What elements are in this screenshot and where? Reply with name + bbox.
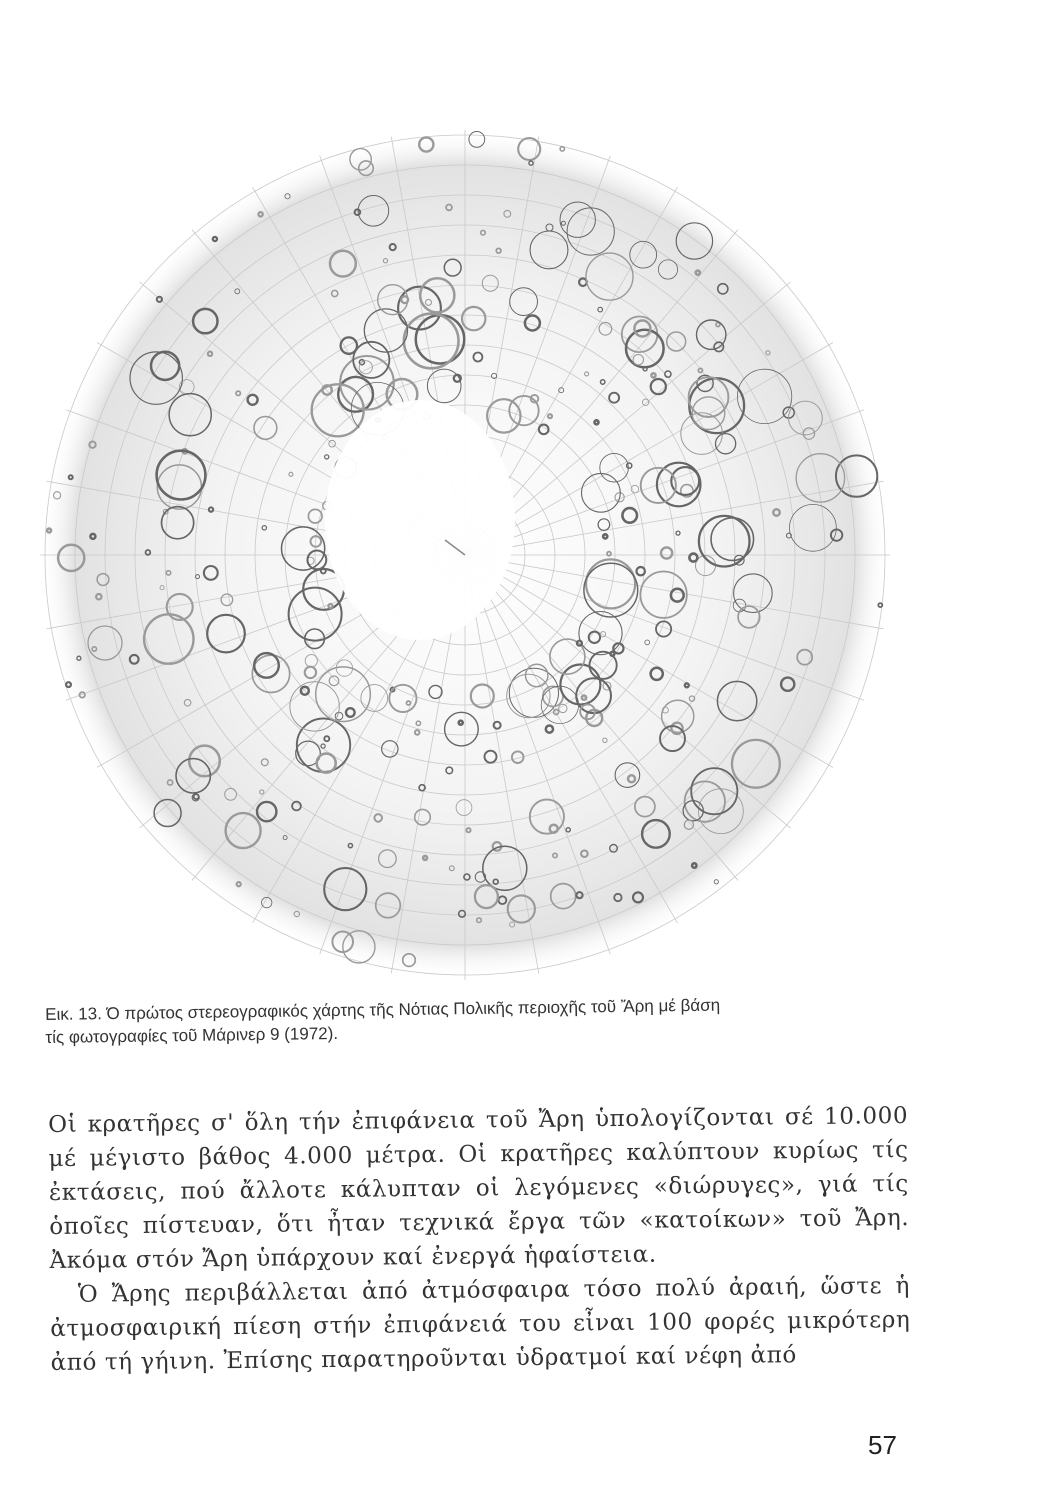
body-text bbox=[48, 1099, 911, 1380]
polar-ice-cap bbox=[325, 400, 515, 640]
paragraph-2: Ὁ Ἄρης περιβάλλεται ἀπό ἀτμόσφαιρα τόσο πολύ ἀραιή, ὥστε ἡ ἀτμοσφαιρική πίεση στήν ἐπιφάνειά του εἶναι 100 φορές μικρότερη ἀπό τή γήινη. Ἐπίσης παρατηροῦνται ὑδρατμοί καί νέφη ἀπό bbox=[50, 1272, 911, 1376]
caption-line-2: τίς φωτογραφίες τοῦ Μάρινερ 9 (1972). bbox=[45, 1023, 339, 1047]
caption-line-1: Εικ. 13. Ό πρώτος στερεογραφικός χάρτης τῆς Νότιας Πολικῆς περιοχῆς τοῦ Ἄρη μέ βάση bbox=[45, 995, 721, 1024]
paragraph-1: Οἱ κρατῆρες σ' ὅλη τήν ἐπιφάνεια τοῦ Ἄρη ὑπολογίζονται σέ 10.000 μέ μέγιστο βάθος 4.000 μέτρα. Οἱ κρατῆρες καλύπτουν κυρίως τίς ἐκτάσεις, πού ἄλλοτε κάλυπταν οἱ λεγόμενες «διώρυγες», γιά τίς ὁποῖες πίστευαν, ὅτι ἦταν τεχνικά ἔργα τῶν «κατοίκων» τοῦ Ἄρη. Ἀκόμα στόν Ἄρη ὑπάρχουν καί ἐνεργά ἡφαίστεια. bbox=[48, 1102, 910, 1274]
page-number: 57 bbox=[868, 1430, 897, 1460]
mars-south-polar-map bbox=[20, 120, 910, 1000]
